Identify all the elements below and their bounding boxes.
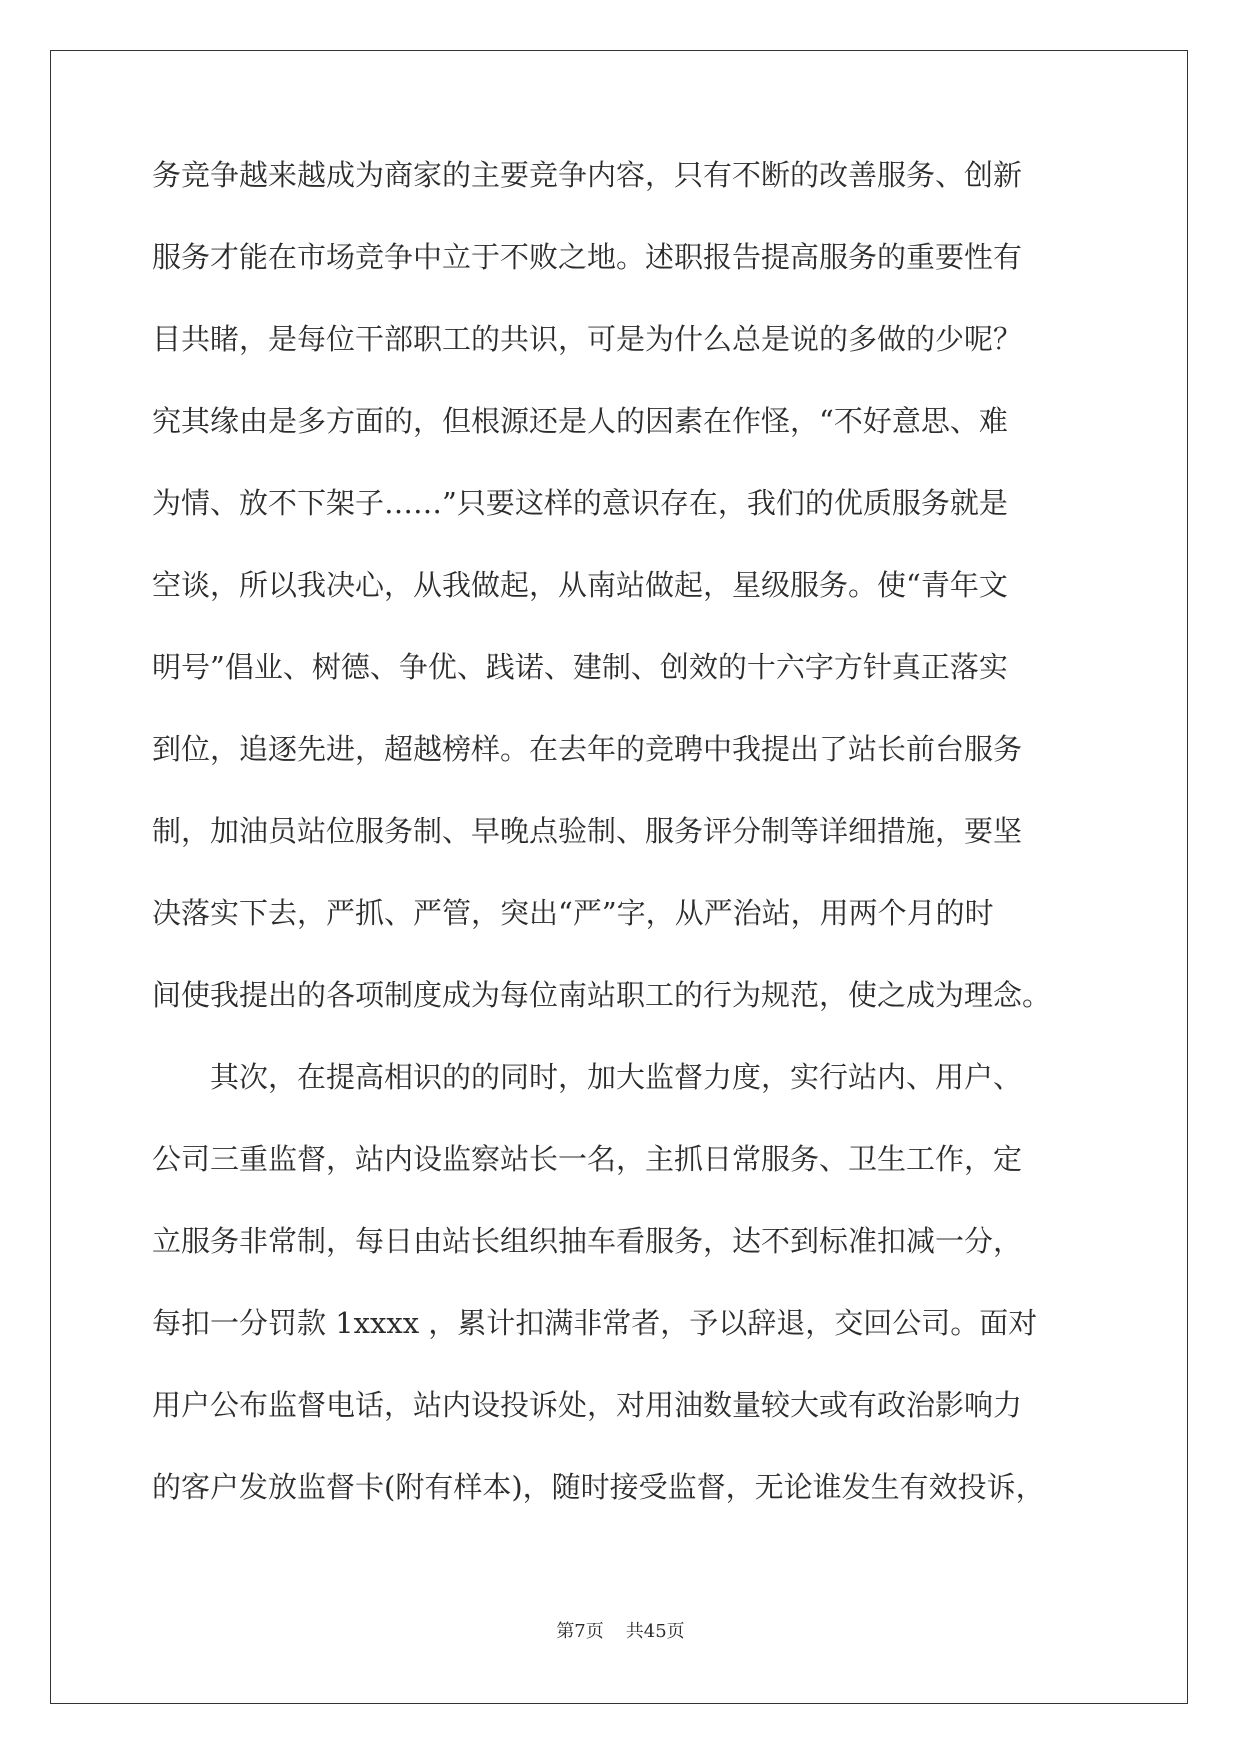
text-line: 公司三重监督，站内设监察站长一名，主抓日常服务、卫生工作，定 xyxy=(152,1142,1023,1176)
document-body xyxy=(152,155,1092,1549)
text-line: 服务才能在市场竞争中立于不败之地。述职报告提高服务的重要性有 xyxy=(152,240,1023,274)
text-line: 为情、放不下架子……”只要这样的意识存在，我们的优质服务就是 xyxy=(152,486,1008,520)
text-line: 制，加油员站位服务制、早晚点验制、服务评分制等详细措施，要坚 xyxy=(152,814,1023,848)
text-line: 务竞争越来越成为商家的主要竞争内容，只有不断的改善服务、创新 xyxy=(152,158,1023,192)
text-line: 明号”倡业、树德、争优、践诺、建制、创效的十六字方针真正落实 xyxy=(152,650,1008,684)
page-footer xyxy=(0,1617,1241,1643)
paragraph-1 xyxy=(152,155,1092,1057)
page-total: 共45页 xyxy=(625,1621,685,1642)
text-line: 每扣一分罚款 1xxxx ，累计扣满非常者，予以辞退，交回公司。面对 xyxy=(152,1306,1038,1340)
paragraph-2 xyxy=(152,1057,1092,1549)
page-number: 第7页 xyxy=(556,1621,604,1642)
text-line: 立服务非常制，每日由站长组织抽车看服务，达不到标准扣减一分， xyxy=(152,1224,1023,1258)
text-line: 目共睹，是每位干部职工的共识，可是为什么总是说的多做的少呢？ xyxy=(152,322,1023,356)
text-line: 其次，在提高相识的的同时，加大监督力度，实行站内、用户、 xyxy=(210,1060,1023,1094)
text-line: 用户公布监督电话，站内设投诉处，对用油数量较大或有政治影响力 xyxy=(152,1388,1023,1422)
text-line: 决落实下去，严抓、严管，突出“严”字，从严治站，用两个月的时 xyxy=(152,896,994,930)
text-line: 间使我提出的各项制度成为每位南站职工的行为规范，使之成为理念。 xyxy=(152,978,1052,1012)
text-line: 到位，追逐先进，超越榜样。在去年的竞聘中我提出了站长前台服务 xyxy=(152,732,1023,766)
text-line: 的客户发放监督卡(附有样本)，随时接受监督，无论谁发生有效投诉， xyxy=(152,1470,1045,1504)
text-line: 究其缘由是多方面的，但根源还是人的因素在作怪，“不好意思、难 xyxy=(152,404,1008,438)
text-line: 空谈，所以我决心，从我做起，从南站做起，星级服务。使“青年文 xyxy=(152,568,1008,602)
